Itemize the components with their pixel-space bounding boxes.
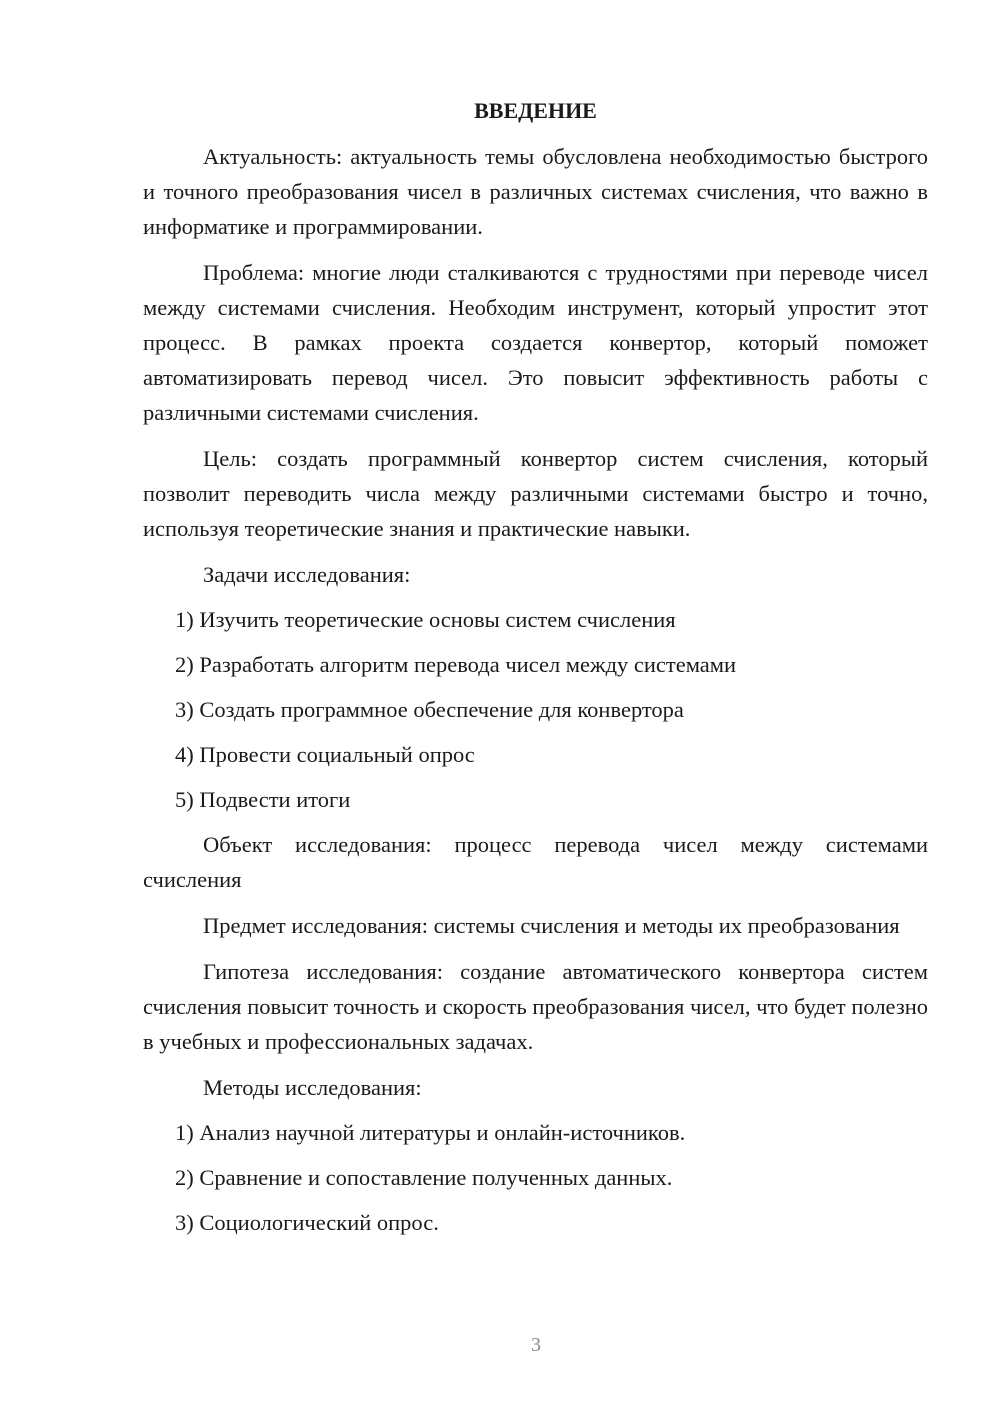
list-item: 2) Разработать алгоритм перевода чисел между системами [175,652,737,677]
relevance-paragraph: Актуальность: актуальность темы обусловлена необходимостью быстрого и точного преобразования чисел в различных системах счисления, что важно в информатике и программировании. [143,144,928,239]
problem-paragraph: Проблема: многие люди сталкиваются с трудностями при переводе чисел между системами счисления. Необходим инструмент, который упростит этот процесс. В рамках проекта создается конвертор, который поможет автоматизировать перевод чисел. Это повысит эффективность работы с различными системами счисления. [143,260,928,425]
object-paragraph: Объект исследования: процесс перевода чисел между системами счисления [143,832,928,892]
section-title: ВВЕДЕНИЕ [474,98,597,123]
list-item: 1) Анализ научной литературы и онлайн-источников. [175,1120,686,1145]
list-item: 3) Создать программное обеспечение для конвертора [175,697,684,722]
goal-paragraph: Цель: создать программный конвертор систем счисления, который позволит переводить числа между различными системами быстро и точно, используя теоретические знания и практические навыки. [143,446,928,541]
hypothesis-paragraph: Гипотеза исследования: создание автоматического конвертора систем счисления повысит точность и скорость преобразования чисел, что будет полезно в учебных и профессиональных задачах. [143,959,928,1054]
page-content [143,96,928,1250]
methods-list [143,1115,928,1240]
list-item: 2) Сравнение и сопоставление полученных данных. [175,1165,673,1190]
methods-heading: Методы исследования: [203,1075,422,1100]
list-item: 3) Социологический опрос. [175,1210,439,1235]
list-item: 4) Провести социальный опрос [175,742,475,767]
tasks-list [143,602,928,817]
list-item: 1) Изучить теоретические основы систем счисления [175,607,676,632]
subject-paragraph: Предмет исследования: системы счисления и методы их преобразования [203,913,900,938]
list-item: 5) Подвести итоги [175,787,351,812]
tasks-heading: Задачи исследования: [203,562,411,587]
page-number: 3 [531,1334,541,1356]
